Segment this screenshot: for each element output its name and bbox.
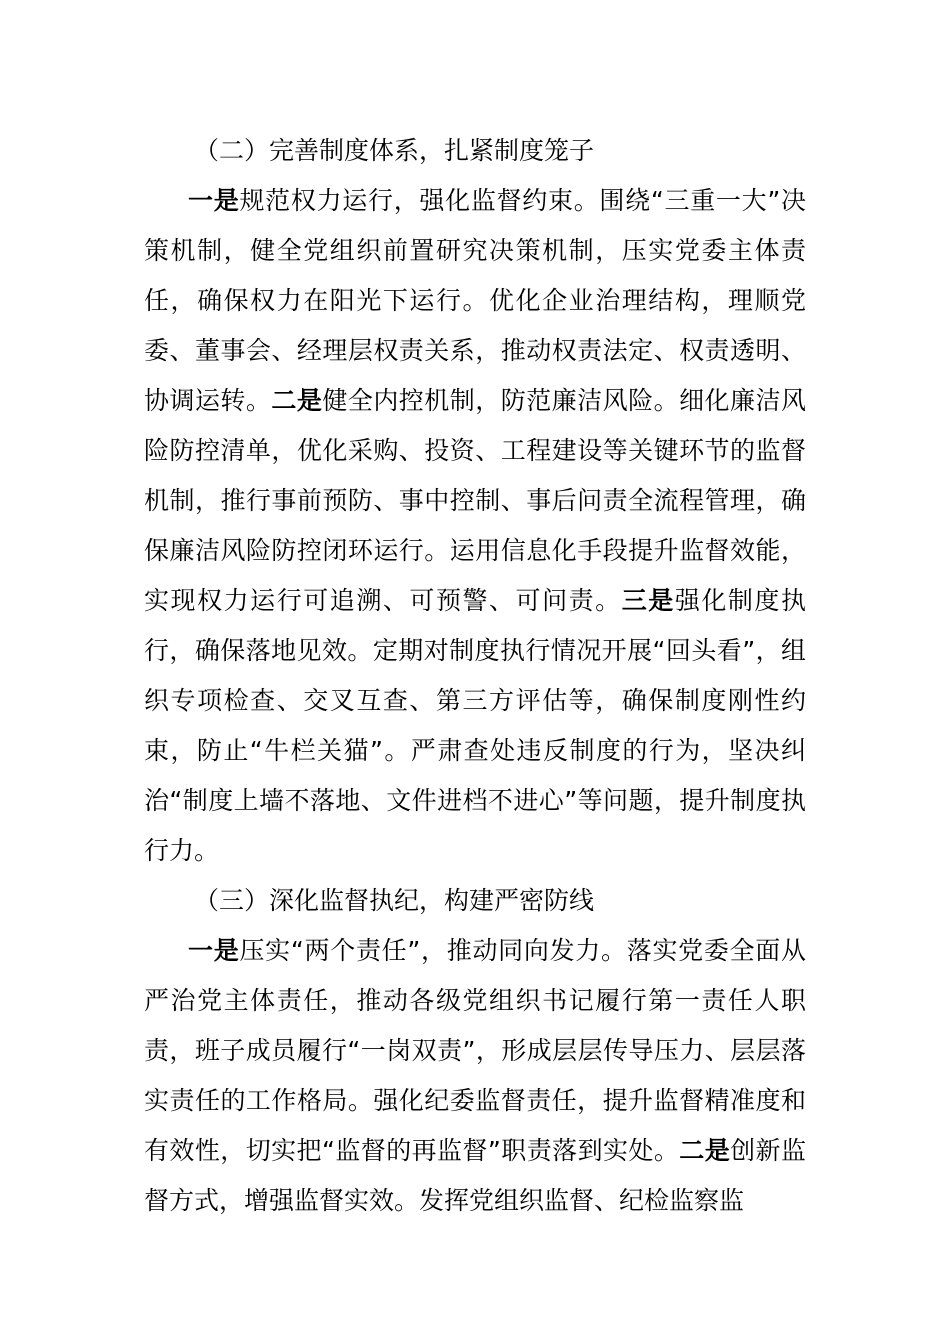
body-paragraph	[144, 926, 806, 1226]
paragraph-text: 强化制度执行，确保落地见效。定期对制度执行情况开展“回头看”，组织专项检查、交叉互查、第三方评估等，确保制度刚性约束，防止“牛栏关猫”。严肃查处违反制度的行为，坚决纠治“制度上墙不落地、文件进档不进心”等问题，提升制度执行力。	[144, 586, 806, 865]
paragraph-text: 规范权力运行，强化监督约束。围绕“三重一大”决策机制，健全党组织前置研究决策机制，压实党委主体责任，确保权力在阳光下运行。优化企业治理结构，理顺党委、董事会、经理层权责关系，推动权责法定、权责透明、协调运转。	[144, 186, 806, 415]
document-body	[144, 126, 806, 1226]
paragraph-lead: 一是	[188, 186, 240, 215]
paragraph-text: 压实“两个责任”，推动同向发力。落实党委全面从严治党主体责任，推动各级党组织书记履行第一责任人职责，班子成员履行“一岗双责”，形成层层传导压力、层层落实责任的工作格局。强化纪委监督责任，提升监督精准度和有效性，切实把“监督的再监督”职责落到实处。	[144, 936, 806, 1165]
paragraph-text: 健全内控机制，防范廉洁风险。细化廉洁风险防控清单，优化采购、投资、工程建设等关键环节的监督机制，推行事前预防、事中控制、事后问责全流程管理，确保廉洁风险防控闭环运行。运用信息化手段提升监督效能，实现权力运行可追溯、可预警、可问责。	[144, 386, 806, 615]
body-paragraph	[144, 176, 806, 876]
section-heading: （三）深化监督执纪，构建严密防线	[194, 886, 595, 915]
paragraph-lead: 一是	[188, 936, 240, 965]
paragraph-text: 创新监督方式，增强监督实效。发挥党组织监督、纪检监察监	[144, 1136, 806, 1215]
section-heading: （二）完善制度体系，扎紧制度笼子	[194, 136, 595, 165]
paragraph-lead: 二是	[271, 386, 323, 415]
paragraph-lead: 三是	[621, 586, 675, 615]
paragraph-lead: 二是	[679, 1136, 731, 1165]
